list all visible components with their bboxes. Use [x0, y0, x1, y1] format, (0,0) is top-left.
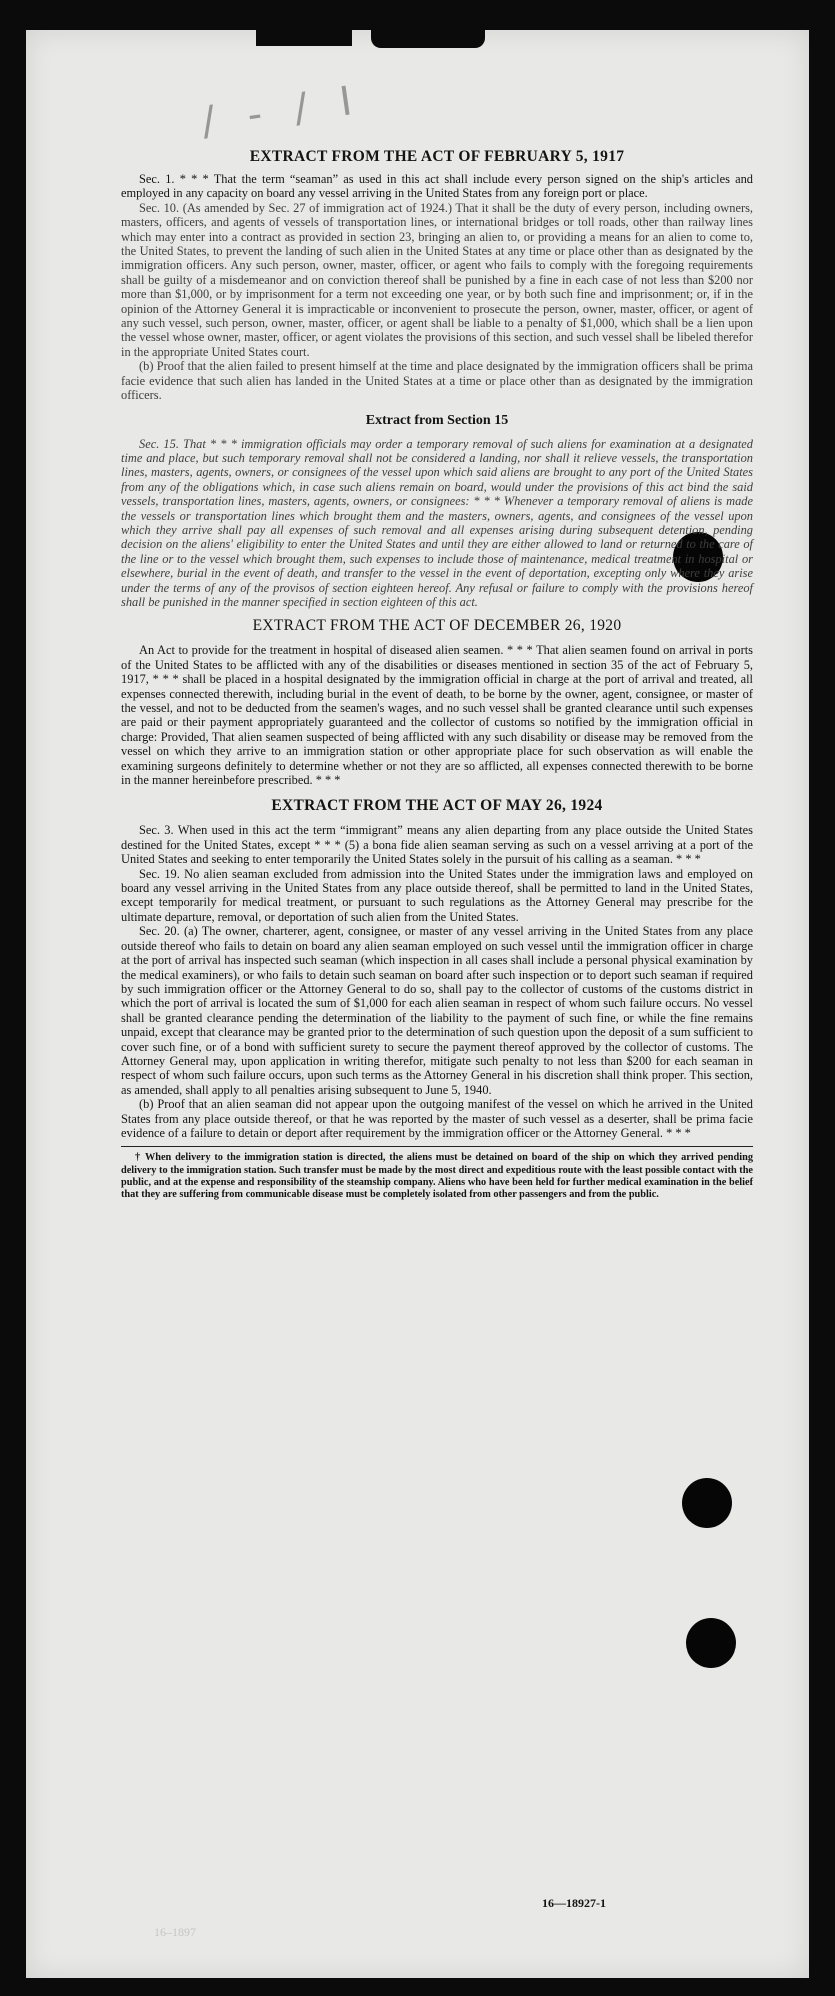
heading-act-1920: EXTRACT FROM THE ACT OF DECEMBER 26, 1920 [252, 617, 622, 635]
punch-hole-2 [682, 1478, 732, 1528]
heading-act-1924: EXTRACT FROM THE ACT OF MAY 26, 1924 [271, 797, 603, 815]
sec-19-paragraph: Sec. 19. No alien seaman excluded from admission into the United States under the immigration laws and employed on board any vessel arriving in the United States from any place outside thereof, shall be permitted to land in the United States, except temporarily for medical treatment, or pursuant to such regulations as the Attorney General may prescribe for the ultimate departure, removal, or deportation of such alien from the United States. [121, 866, 753, 924]
sec-20-paragraph: Sec. 20. (a) The owner, charterer, agent, consignee, or master of any vessel arriving in the United States from any place outside thereof who fails to detain on board any alien seaman employed on such vessel until the immigration officer in charge at the port of arrival has inspected such seaman (which inspection in all cases shall include a personal physical examination by the medical examiners), or who fails to detain such seaman on board after such inspection or to deport such seaman if required by such immigration officer or the Attorney General to do so, shall pay to the collector of customs of the customs district in which the port of arrival is located the sum of $1,000 for each alien seaman in respect of whom such failure occurs. No vessel shall be granted clearance pending the determination of the liability to the payment of such fine, or while the fine remains unpaid, except that clearance may be granted prior to the determination of such question upon the deposit of a sum sufficient to cover such fine, or of a bond with sufficient surety to secure the payment thereof approved by the collector of customs. The Attorney General may, upon application in writing therefor, mitigate such penalty to not less than $200 for each seaman in respect of whom such failure occurs, upon such terms as the Attorney General in his discretion shall think proper. This section, as amended, shall apply to all penalties arising subsequent to June 5, 1940. [121, 924, 753, 1097]
top-notch-left [256, 30, 352, 46]
sec-10b-paragraph: (b) Proof that the alien failed to present himself at the time and place designated by the immigration officers shall be prima facie evidence that such alien has landed in the United States at a time or place other than as designated by the immigration officers. [121, 359, 753, 403]
sec-3-paragraph: Sec. 3. When used in this act the term “immigrant” means any alien departing from any place outside the United States destined for the United States, except * * * (5) a bona fide alien seaman serving as such on a vessel arriving at a port of the United States and seeking to enter temporarily the United States solely in the pursuit of his calling as a seaman. * * * [121, 823, 753, 867]
footnote: † When delivery to the immigration station is directed, the aliens must be detained on board of the ship on which they arrived pending delivery to the immigration station. Such transfer must be made by the most direct and expeditious route with the least possible contact with the public, and at the expense and responsibility of the steamship company. Aliens who have been held for further medical examination in the belief that they are suffering from communicable disease must be completely isolated from other passengers and from the public. [121, 1152, 753, 1201]
handwritten-mark: / - / I [198, 76, 365, 146]
sec-15-paragraph: Sec. 15. That * * * immigration officials may order a temporary removal of such aliens for examination at a designated time and place, but such temporary removal shall not be considered a landing, nor shall it relieve vessels, the transportation lines, masters, agents, owners, or consignees of the vessel upon which said aliens are brought to any port of the United States from any of the obligations which, in case such aliens remain on board, would under the provisions of this act bind the said vessels, transportation lines, masters, agents, owners, or consignees: * * * Whenever a temporary removal of aliens is made the vessels or transportation lines which brought them and the masters, owners, agents, and consignees of the vessel upon which they arrive shall pay all expenses of such removal and all expenses arising during subsequent detention, pending decision on the aliens' eligibility to enter the United States and until they are either allowed to land or returned to the care of the line or to the vessel which brought them, such expenses to include those of maintenance, medical treatment in hospital or elsewhere, burial in the event of death, and transfer to the vessel in the event of deportation, excepting only where they arise under the terms of any of the provisos of section eighteen hereof. Any refusal or failure to comply with the provisions hereof shall be punished in the manner specified in section eighteen of this act. [121, 436, 753, 609]
sec-1-paragraph: Sec. 1. * * * That the term “seaman” as used in this act shall include every person signed on the ship's articles and employed in any capacity on board any vessel arriving in the United States from any foreign port or place. [121, 172, 753, 201]
document-number: 16—18927-1 [542, 1896, 606, 1910]
punch-hole-3 [686, 1618, 736, 1668]
faint-stamp: 16–1897 [154, 1925, 196, 1939]
document-body [121, 148, 753, 1202]
document-page [26, 30, 809, 1978]
heading-section-15: Extract from Section 15 [365, 412, 509, 428]
sec-10-paragraph: Sec. 10. (As amended by Sec. 27 of immigration act of 1924.) That it shall be the duty of every person, including owners, masters, officers, and agents of vessels of transportation lines, or international bridges or toll roads, other than railway lines which may enter into a contract as provided in section 23, bringing an alien to, or providing a means for an alien to come to, the United States, to prevent the landing of such alien in the United States at any time or place other than as designated by the immigration officers. Any such person, owner, master, officer, or agent who fails to comply with the foregoing requirements shall be guilty of a misdemeanor and on conviction thereof shall be punished by a fine in each case of not less than $200 nor more than $1,000, or by imprisonment for a term not exceeding one year, or by both such fine and imprisonment; or, if in the opinion of the Attorney General it is impracticable or inconvenient to prosecute the person, owner, master, officer, or agent of any such vessel, such person, owner, master, officer, or agent shall be liable to a penalty of $1,000, which shall be a lien upon the vessel whose owner, master, officer, or agent violates the provisions of this section, and such vessel shall be libeled therefor in the appropriate United States court. [121, 200, 753, 359]
act-1920-paragraph: An Act to provide for the treatment in hospital of diseased alien seamen. * * * That alien seamen found on arrival in ports of the United States to be afflicted with any of the disabilities or diseases mentioned in section 35 of the act of February 5, 1917, * * * shall be placed in a hospital designated by the immigration official in charge at the port of arrival and treated, all expenses connected therewith, including burial in the event of death, to be borne by the owner, agent, consignee, or master of the vessel, and not to be deducted from the seamen's wages, and no such vessel shall be granted clearance until such expenses are paid or their payment appropriately guaranteed and the collector of customs so notified by the immigration official in charge: Provided, That alien seamen suspected of being afflicted with any such disability or disease may be removed from the vessel on which they arrive to an immigration station or other appropriate place for such observation as will enable the examining surgeons definitely to determine whether or not they are so afflicted, all expenses connected therewith to be borne in the manner hereinbefore prescribed. * * * [121, 643, 753, 788]
sec-20b-paragraph: (b) Proof that an alien seaman did not appear upon the outgoing manifest of the vessel on which he arrived in the United States from any place outside thereof, or that he was reported by the master of such vessel as a deserter, shall be prima facie evidence of a failure to detain or deport after requirement by the immigration officer or the Attorney General. * * * [121, 1097, 753, 1140]
heading-act-1917: EXTRACT FROM THE ACT OF FEBRUARY 5, 1917 [249, 148, 625, 165]
top-notch-right [371, 30, 485, 48]
